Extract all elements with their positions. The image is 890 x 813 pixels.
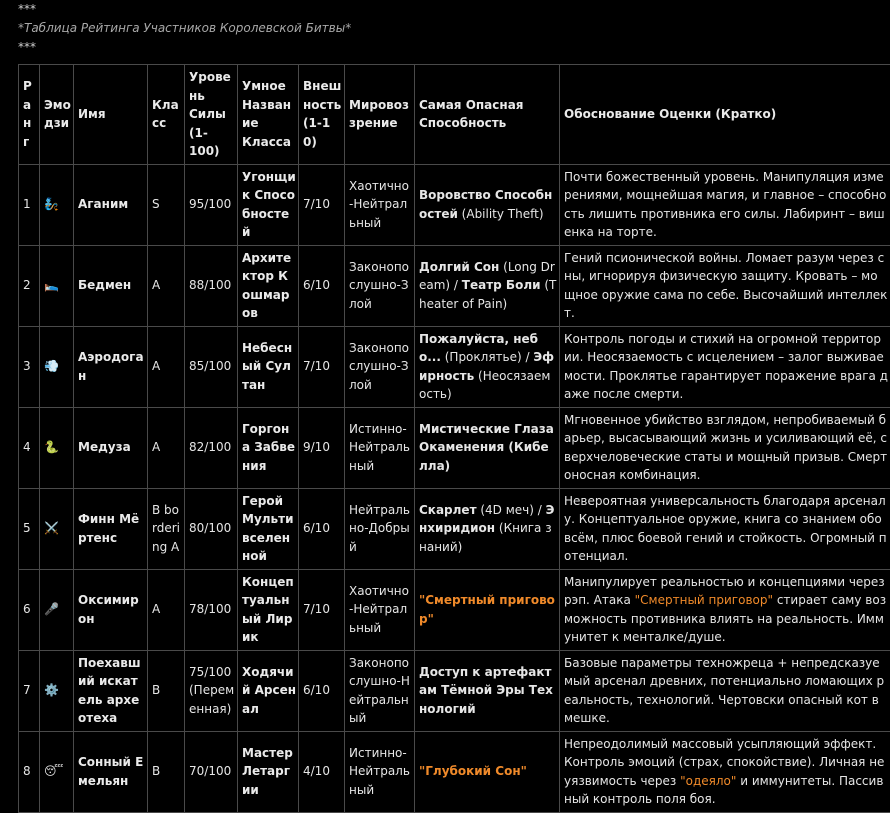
bottom-marker: ***: [18, 38, 890, 56]
ability-name-2: Театр Боли: [462, 278, 541, 292]
cell-power: 88/100: [185, 245, 238, 326]
table-row: [19, 731, 890, 812]
cell-name: Бедмен: [74, 245, 148, 326]
cell-name: Аганим: [74, 164, 148, 245]
cell-alignment: Нейтрально-Добрый: [345, 488, 415, 569]
cell-alignment: Хаотично-Нейтральный: [345, 164, 415, 245]
cell-class: B: [148, 650, 185, 731]
cell-looks: 7/10: [299, 326, 345, 407]
cell-rank: 1: [19, 164, 40, 245]
table-row: [19, 326, 890, 407]
cell-ability: [415, 326, 560, 407]
cell-class: B bordering A: [148, 488, 185, 569]
reason-highlight: "одеяло": [680, 774, 736, 788]
cell-alignment: Хаотично-Нейтральный: [345, 569, 415, 650]
microphone-icon: 🎤: [44, 603, 59, 615]
table-row: [19, 488, 890, 569]
cell-class: A: [148, 326, 185, 407]
cell-emoji: [40, 245, 74, 326]
genie-icon: 🧞: [44, 198, 59, 210]
ability-name: Скарлет: [419, 503, 477, 517]
cell-name: Оксимирон: [74, 569, 148, 650]
header-reason: Обоснование Оценки (Кратко): [560, 65, 890, 165]
cell-looks: 7/10: [299, 569, 345, 650]
crossed-swords-icon: ⚔️: [44, 522, 59, 534]
cell-rank: 2: [19, 245, 40, 326]
cell-emoji: [40, 326, 74, 407]
ability-note: (4D меч) /: [477, 503, 546, 517]
ability-name: Мистические Глаза Окаменения (Кибелла): [419, 422, 554, 473]
cell-rank: 5: [19, 488, 40, 569]
cell-emoji: [40, 488, 74, 569]
caption-post: *: [345, 21, 351, 35]
cell-emoji: [40, 569, 74, 650]
cell-smart-class: Архитектор Кошмаров: [238, 245, 299, 326]
cell-power: 82/100: [185, 407, 238, 488]
cell-name: Аэродоган: [74, 326, 148, 407]
caption-text: Таблица Рейтинга Участников Королевской Битвы: [24, 21, 345, 35]
cell-looks: 7/10: [299, 164, 345, 245]
cell-class: A: [148, 569, 185, 650]
header-smart-class: Умное Название Класса: [238, 65, 299, 165]
cell-power: 80/100: [185, 488, 238, 569]
rating-table: [18, 64, 890, 813]
cell-smart-class: Небесный Султан: [238, 326, 299, 407]
cell-looks: 6/10: [299, 245, 345, 326]
ability-note: (Ability Theft): [458, 207, 544, 221]
ability-highlight: "Смертный приговор": [419, 593, 555, 626]
cell-class: A: [148, 407, 185, 488]
cell-ability: [415, 650, 560, 731]
header-looks: Внешность (1-10): [299, 65, 345, 165]
cell-reason: [560, 569, 890, 650]
snake-icon: 🐍: [44, 441, 59, 453]
header-rank: Ранг: [19, 65, 40, 165]
cell-power: 75/100 (Переменная): [185, 650, 238, 731]
cell-ability: [415, 731, 560, 812]
cell-emoji: [40, 650, 74, 731]
ability-name: Доступ к артефактам Тёмной Эры Технологий: [419, 665, 553, 716]
cell-class: B: [148, 731, 185, 812]
ability-name: Долгий Сон: [419, 260, 499, 274]
ability-note-2: (Theater of Pain): [419, 278, 556, 311]
reason-text: Манипулирует реальностью и концепциями через рэп. Атака: [564, 575, 885, 608]
header-name: Имя: [74, 65, 148, 165]
cell-smart-class: Герой Мультивселенной: [238, 488, 299, 569]
cell-power: 95/100: [185, 164, 238, 245]
reason-highlight: "Смертный приговор": [635, 593, 773, 607]
ability-name-2: Эфирность: [419, 350, 554, 383]
cell-smart-class: Угонщик Способностей: [238, 164, 299, 245]
cell-looks: 4/10: [299, 731, 345, 812]
ability-note-2: (Неосязаемость): [419, 369, 550, 402]
cell-ability: [415, 245, 560, 326]
wind-icon: 💨: [44, 360, 59, 372]
cell-class: S: [148, 164, 185, 245]
header-alignment: Мировоззрение: [345, 65, 415, 165]
header-power: Уровень Силы (1-100): [185, 65, 238, 165]
cell-smart-class: Ходячий Арсенал: [238, 650, 299, 731]
cell-rank: 6: [19, 569, 40, 650]
cell-reason: Гений псионической войны. Ломает разум через сны, игнорируя физическую защиту. Кровать – мощное оружие сама по себе. Высочайший интеллект.: [560, 245, 890, 326]
cell-alignment: Законопослушно-Злой: [345, 245, 415, 326]
gear-icon: ⚙️: [44, 684, 59, 696]
cell-power: 85/100: [185, 326, 238, 407]
caption-pre: *: [18, 21, 24, 35]
cell-alignment: Истинно-Нейтральный: [345, 407, 415, 488]
cell-smart-class: Мастер Летаргии: [238, 731, 299, 812]
cell-ability: [415, 407, 560, 488]
cell-power: 70/100: [185, 731, 238, 812]
document: [0, 0, 890, 56]
table-row: [19, 407, 890, 488]
table-row: [19, 245, 890, 326]
cell-alignment: Законопослушно-Нейтральный: [345, 650, 415, 731]
cell-reason: Базовые параметры техножреца + непредсказуемый арсенал древних, потенциально ломающих реальность, технологий. Чертовски опасный кот в мешке.: [560, 650, 890, 731]
cell-looks: 6/10: [299, 488, 345, 569]
cell-name: Финн Мёртенс: [74, 488, 148, 569]
header-emoji: Эмодзи: [40, 65, 74, 165]
table-row: [19, 650, 890, 731]
cell-smart-class: Горгона Забвения: [238, 407, 299, 488]
sleeping-face-icon: 😴: [44, 765, 63, 777]
cell-reason: Мгновенное убийство взглядом, непробиваемый барьер, высасывающий жизнь и усиливающий её, сверхчеловеческие статы и мощный призыв. Смертоносная комбинация.: [560, 407, 890, 488]
header-ability: Самая Опасная Способность: [415, 65, 560, 165]
table-caption: [18, 18, 890, 38]
cell-smart-class: Концептуальный Лирик: [238, 569, 299, 650]
cell-class: A: [148, 245, 185, 326]
cell-emoji: [40, 407, 74, 488]
reason-text: Непреодолимый массовый усыпляющий эффект. Контроль эмоций (страх, спокойствие). Личная неуязвимость через: [564, 737, 884, 788]
bed-icon: 🛌: [44, 279, 59, 291]
cell-reason: [560, 731, 890, 812]
cell-looks: 6/10: [299, 650, 345, 731]
ability-name: Воровство Способностей: [419, 188, 552, 221]
cell-power: 78/100: [185, 569, 238, 650]
header-class: Класс: [148, 65, 185, 165]
cell-rank: 3: [19, 326, 40, 407]
cell-ability: [415, 569, 560, 650]
cell-reason: Невероятная универсальность благодаря арсеналу. Концептуальное оружие, книга со знанием обо всём, плюс боевой гений и стойкость. Огромный потенциал.: [560, 488, 890, 569]
cell-looks: 9/10: [299, 407, 345, 488]
ability-note-2: (Книга знаний): [419, 521, 552, 554]
cell-reason: Почти божественный уровень. Манипуляция измерениями, мощнейшая магия, и главное – способность лишить противника его силы. Лабиринт – вишенка на торте.: [560, 164, 890, 245]
cell-name: Сонный Емельян: [74, 731, 148, 812]
cell-emoji: [40, 164, 74, 245]
ability-note: (Long Dream) /: [419, 260, 555, 293]
cell-rank: 7: [19, 650, 40, 731]
top-marker: ***: [18, 0, 890, 18]
cell-name: Медуза: [74, 407, 148, 488]
table-row: [19, 569, 890, 650]
reason-text-2: стирает саму возможность противника влиять на реальность. Иммунитет к менталке/душе.: [564, 593, 886, 644]
ability-note: (Проклятье) /: [441, 350, 533, 364]
reason-text-2: и иммунитеты. Пассивный контроль поля боя.: [564, 774, 883, 807]
cell-alignment: Законопослушно-Злой: [345, 326, 415, 407]
cell-alignment: Истинно-Нейтральный: [345, 731, 415, 812]
ability-highlight: "Глубокий Сон": [419, 764, 527, 778]
cell-rank: 4: [19, 407, 40, 488]
ability-name: Пожалуйста, небо...: [419, 332, 538, 365]
table-header-row: [19, 65, 890, 165]
cell-rank: 8: [19, 731, 40, 812]
cell-reason: Контроль погоды и стихий на огромной территории. Неосязаемость с исцелением – залог выживаемости. Проклятье гарантирует поражение врага даже после смерти.: [560, 326, 890, 407]
cell-name: Поехавший искатель археотеха: [74, 650, 148, 731]
table-row: [19, 164, 890, 245]
cell-ability: [415, 488, 560, 569]
ability-name-2: Энхиридион: [419, 503, 554, 536]
cell-emoji: [40, 731, 74, 812]
cell-ability: [415, 164, 560, 245]
